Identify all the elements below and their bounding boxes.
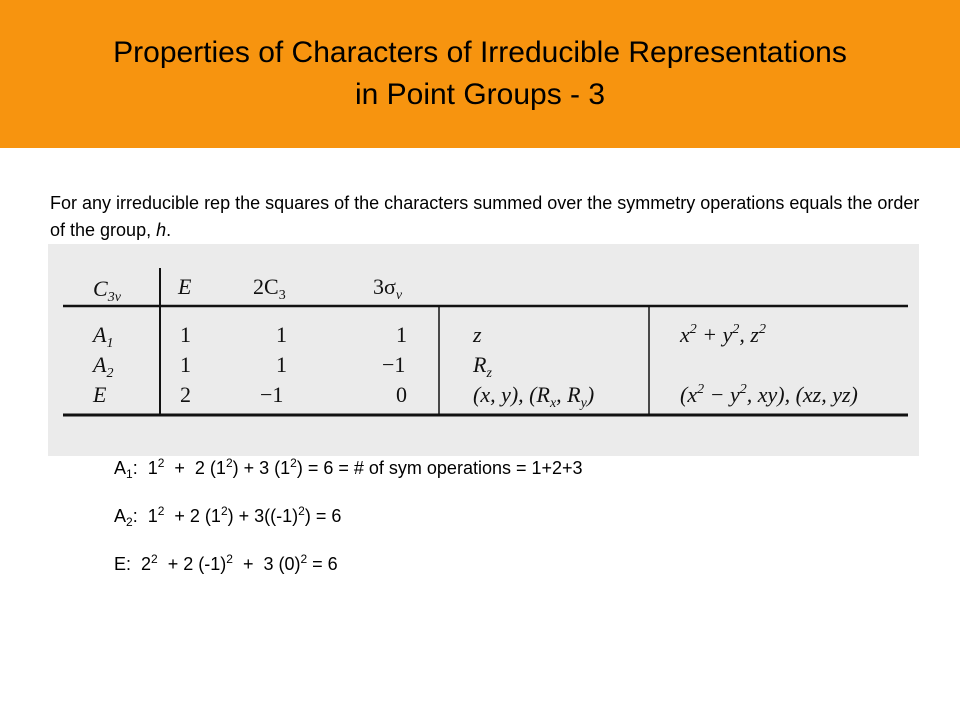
title-banner [0, 0, 960, 148]
row-a1-char-E: 1 [180, 322, 191, 347]
character-table-image [48, 244, 919, 456]
row-a1-quadratic: $x^2 + y^2$, $z^2$ [680, 322, 766, 347]
intro-h-variable: h [156, 220, 167, 240]
row-a1-char-2C3: 1 [276, 322, 287, 347]
intro-text: For any irreducible rep the squares of the characters summed over the symmetry operations equals the order of the group, [50, 193, 920, 240]
intro-period: . [166, 220, 172, 240]
slide-title-line-1: Properties of Characters of Irreducible Representations [113, 36, 847, 69]
table-op-3sigma-v: $3\sigma_v$ [373, 274, 403, 303]
table-op-E: E [178, 274, 192, 299]
row-e-irrep: E [93, 382, 107, 407]
table-op-2C3: $2C_3$ [253, 274, 286, 303]
row-a1-char-3sigma: 1 [396, 322, 407, 347]
row-e-char-2C3: −1 [260, 382, 284, 407]
row-a2-linear: $R_z$ [473, 352, 492, 381]
row-a2-char-2C3: 1 [276, 352, 287, 377]
equation-a1: $A_1$: $1^2 + 2$ $(1^2) + 3$ $(1^2) = 6$ = # of sym operations = 1+2+3 [114, 456, 583, 481]
row-e-quadratic: ($x^2 - y^2$, xy), (xz, yz) [680, 382, 858, 407]
row-e-char-E: 2 [180, 382, 191, 407]
intro-paragraph [50, 190, 920, 244]
row-a2-irrep: $A_2$ [93, 352, 114, 381]
row-a2-char-E: 1 [180, 352, 191, 377]
table-group-label: $C_{3v}$ [93, 276, 121, 305]
slide-title-line-2: in Point Groups - 3 [354, 78, 606, 111]
row-a1-linear: z [473, 322, 482, 347]
row-e-linear: (x, y), ($R_x$, $R_y$) [473, 382, 595, 411]
slide-title [30, 32, 930, 116]
character-table [48, 244, 919, 456]
equation-e: E: $2^2 + 2$ $(-1)^2 + 3$ $(0)^2 = 6$ [114, 552, 338, 574]
row-a2-char-3sigma: −1 [382, 352, 406, 377]
row-e-char-3sigma: 0 [396, 382, 407, 407]
equation-a2: $A_2$: $1^2 + 2$ $(1^2) + 3((-1)^2) = 6$ [114, 504, 342, 529]
row-a1-irrep: $A_1$ [93, 322, 114, 351]
